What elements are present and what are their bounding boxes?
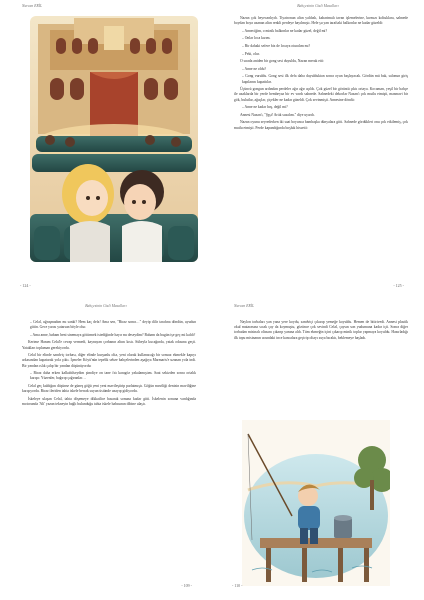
page-109 — [0, 300, 212, 600]
dialogue-line: – Peki, olur. — [242, 51, 260, 56]
page-number: - 110 - — [232, 583, 243, 588]
paragraph: Annesi Nazan'ı, "Şşşt! Artık susalım." diye uyardı. — [240, 112, 315, 117]
theatre-illustration — [30, 16, 198, 262]
dialogue-line: – Anneciğim, o minik balkonlar ne kadar güzel, değil mi? — [242, 28, 328, 33]
page-text — [22, 320, 196, 410]
running-header: Nurcan ERİL — [22, 4, 43, 8]
paragraph: Nazan oyunu seyrederken iki saat boyunca bambaşka dünyalara gitti. Sahnede gördükleri onu çok etkilemiş, çok mutlu etmişti. Perde kapandığında boşluk hissetti: — [234, 120, 408, 130]
dialogue-line: – Ama anne, babam beni sinemaya götürmek istediğinde hayır mı deseydim? Babam da bugün işe geç mi kaldı? — [30, 332, 196, 337]
paragraph: İskeleye ulaşan Celal, tahta döşemeye dikkatlice basarak sonuna kadar gitti. İskelenin sonuna vardığında motorunda 'Ali' yazan tekneyin bağlı bulunduğu tahta iskele babasının dibine ulaştı. — [22, 396, 196, 406]
page-125 — [212, 0, 424, 300]
dialogue-line: – Onlar loca kızım. — [242, 36, 271, 41]
dialogue-line: – Anne ne kadar hoş, değil mi? — [242, 105, 288, 110]
page-124 — [0, 0, 212, 300]
page-number: - 109 - — [181, 583, 192, 588]
paragraph: Üçüncü gongun ardından perdeler ağır ağır açıldı. Çok güzel bir görüntü çıktı ortaya. Kocaman, yeşil bir bahçe ile uzaklarda bir yerde bembeyaz bir ev vardı sahnede. Sahnedeki dekorlar Nazan'ı çok mutlu etmişti, masmavi bir gök, bulutlar, ağaçlar, çiçekler ne kadar güzeldi. Çok sevinmişti. Annesine döndü: — [234, 87, 408, 102]
dialogue-line: – Celal, uğraşmadım mı sanki? Hem kaç defa! Ama sen, "Biraz sonra…" deyip dilir tarafına döndün, uyudun gittin. Gece yarısı yatarsan böyle olur. — [30, 320, 196, 330]
page-number: - 125 - — [393, 283, 404, 288]
dialogue-line: – Anne ne oldu? — [242, 66, 267, 71]
page-text — [234, 320, 408, 343]
running-header: Bahçesinin Gizli Masalları — [85, 304, 127, 308]
running-header: Nurcan ERİL — [234, 304, 255, 308]
running-header: Bahçesinin Gizli Masalları — [297, 4, 339, 8]
dialogue-line: – Biraz daha erken kalkabilseydim şimdiye on tane fıtı karagöz yakalamıştım. Saat sekizden sonra ortalık karışır. Yüzenler, bağırıp çağıranlar… — [30, 371, 196, 381]
page-text — [234, 16, 408, 133]
dialogue-line: – Bir dahaki sefere biz de locaya oturalım mı? — [242, 43, 311, 48]
fishing-boy-illustration — [242, 420, 390, 586]
paragraph: O sırada aniden bir gong sesi duyuldu, Nazan merak etti: — [240, 59, 324, 64]
paragraph: Kerime Hanım Celal'e cevap vermedi, kaynayan çorbanın altını kıstı. Süheyla kucağında, yatak odasına geçti. Yatakları toplaman gerekiyordu. — [22, 340, 196, 350]
paragraph: Naylon torbaları yan yana yere koydu, sandviçi çıkarıp yemeğe koyuldu. Hemen de bitirivedi. Annesi plastik okul matarasına sıcak çay da koymuştu, gözünce çok sevindi Celal, çaysın son yudumuna kadar içti. Sonra diğer torbadan misinalı oltasını çıkarıp yanına aldı. Tüm ekmeğin içini çıkarıp minik toplar yapmaya koyuldu. Hazırladığı ilk topu misinanın ucundaki ince kancalara geçirip oltayı suya bıraktı, beklemeye başladı. — [234, 320, 408, 340]
page-110 — [212, 300, 424, 600]
paragraph: Nazan çok heyecanlıydı. Tiyatronun altın yaldızlı, kabartmalı tavan işlemelerine, kırmızı koltuklara, sahnede boydan boya uzanan altın renkli perdeye bayılmıştı. Hele şu yan taraftaki balkonlar ne kadar güzeldi: — [234, 16, 408, 26]
paragraph: Celal geç kaldığını düşünse de güneş göğü yeni yeni mavileştirip parlatmıştı. Göğün maviliği denizin maviliğine karışıyordu. Biraz ileriden tahta iskele berrak suyun üstünde uzayıp gidiyordu. — [22, 383, 196, 394]
dialogue-line: – Gong vuruldu. Gong sesi ilk defa daha duyulduktan sonra oyun başlayacak. Gördün mü bak, salonun giriş kapılarını kapattılar. — [242, 74, 408, 84]
paragraph: Celal bir elinde sandviç torbası, diğer elinde kurşunlu olta, yeni olarak kullanacağı bir sonsuz ekmekle kapıyı arkasından kapatarak yola çıktı. İçmeler Köyü'nün tepelik sebze bahçelerinden aşağıya Marmaris'e uzanan yola indi. Bir yandan ıslık çalıp bir yandan düşünüyordu: — [22, 353, 196, 368]
page-number: - 124 - — [20, 283, 31, 288]
